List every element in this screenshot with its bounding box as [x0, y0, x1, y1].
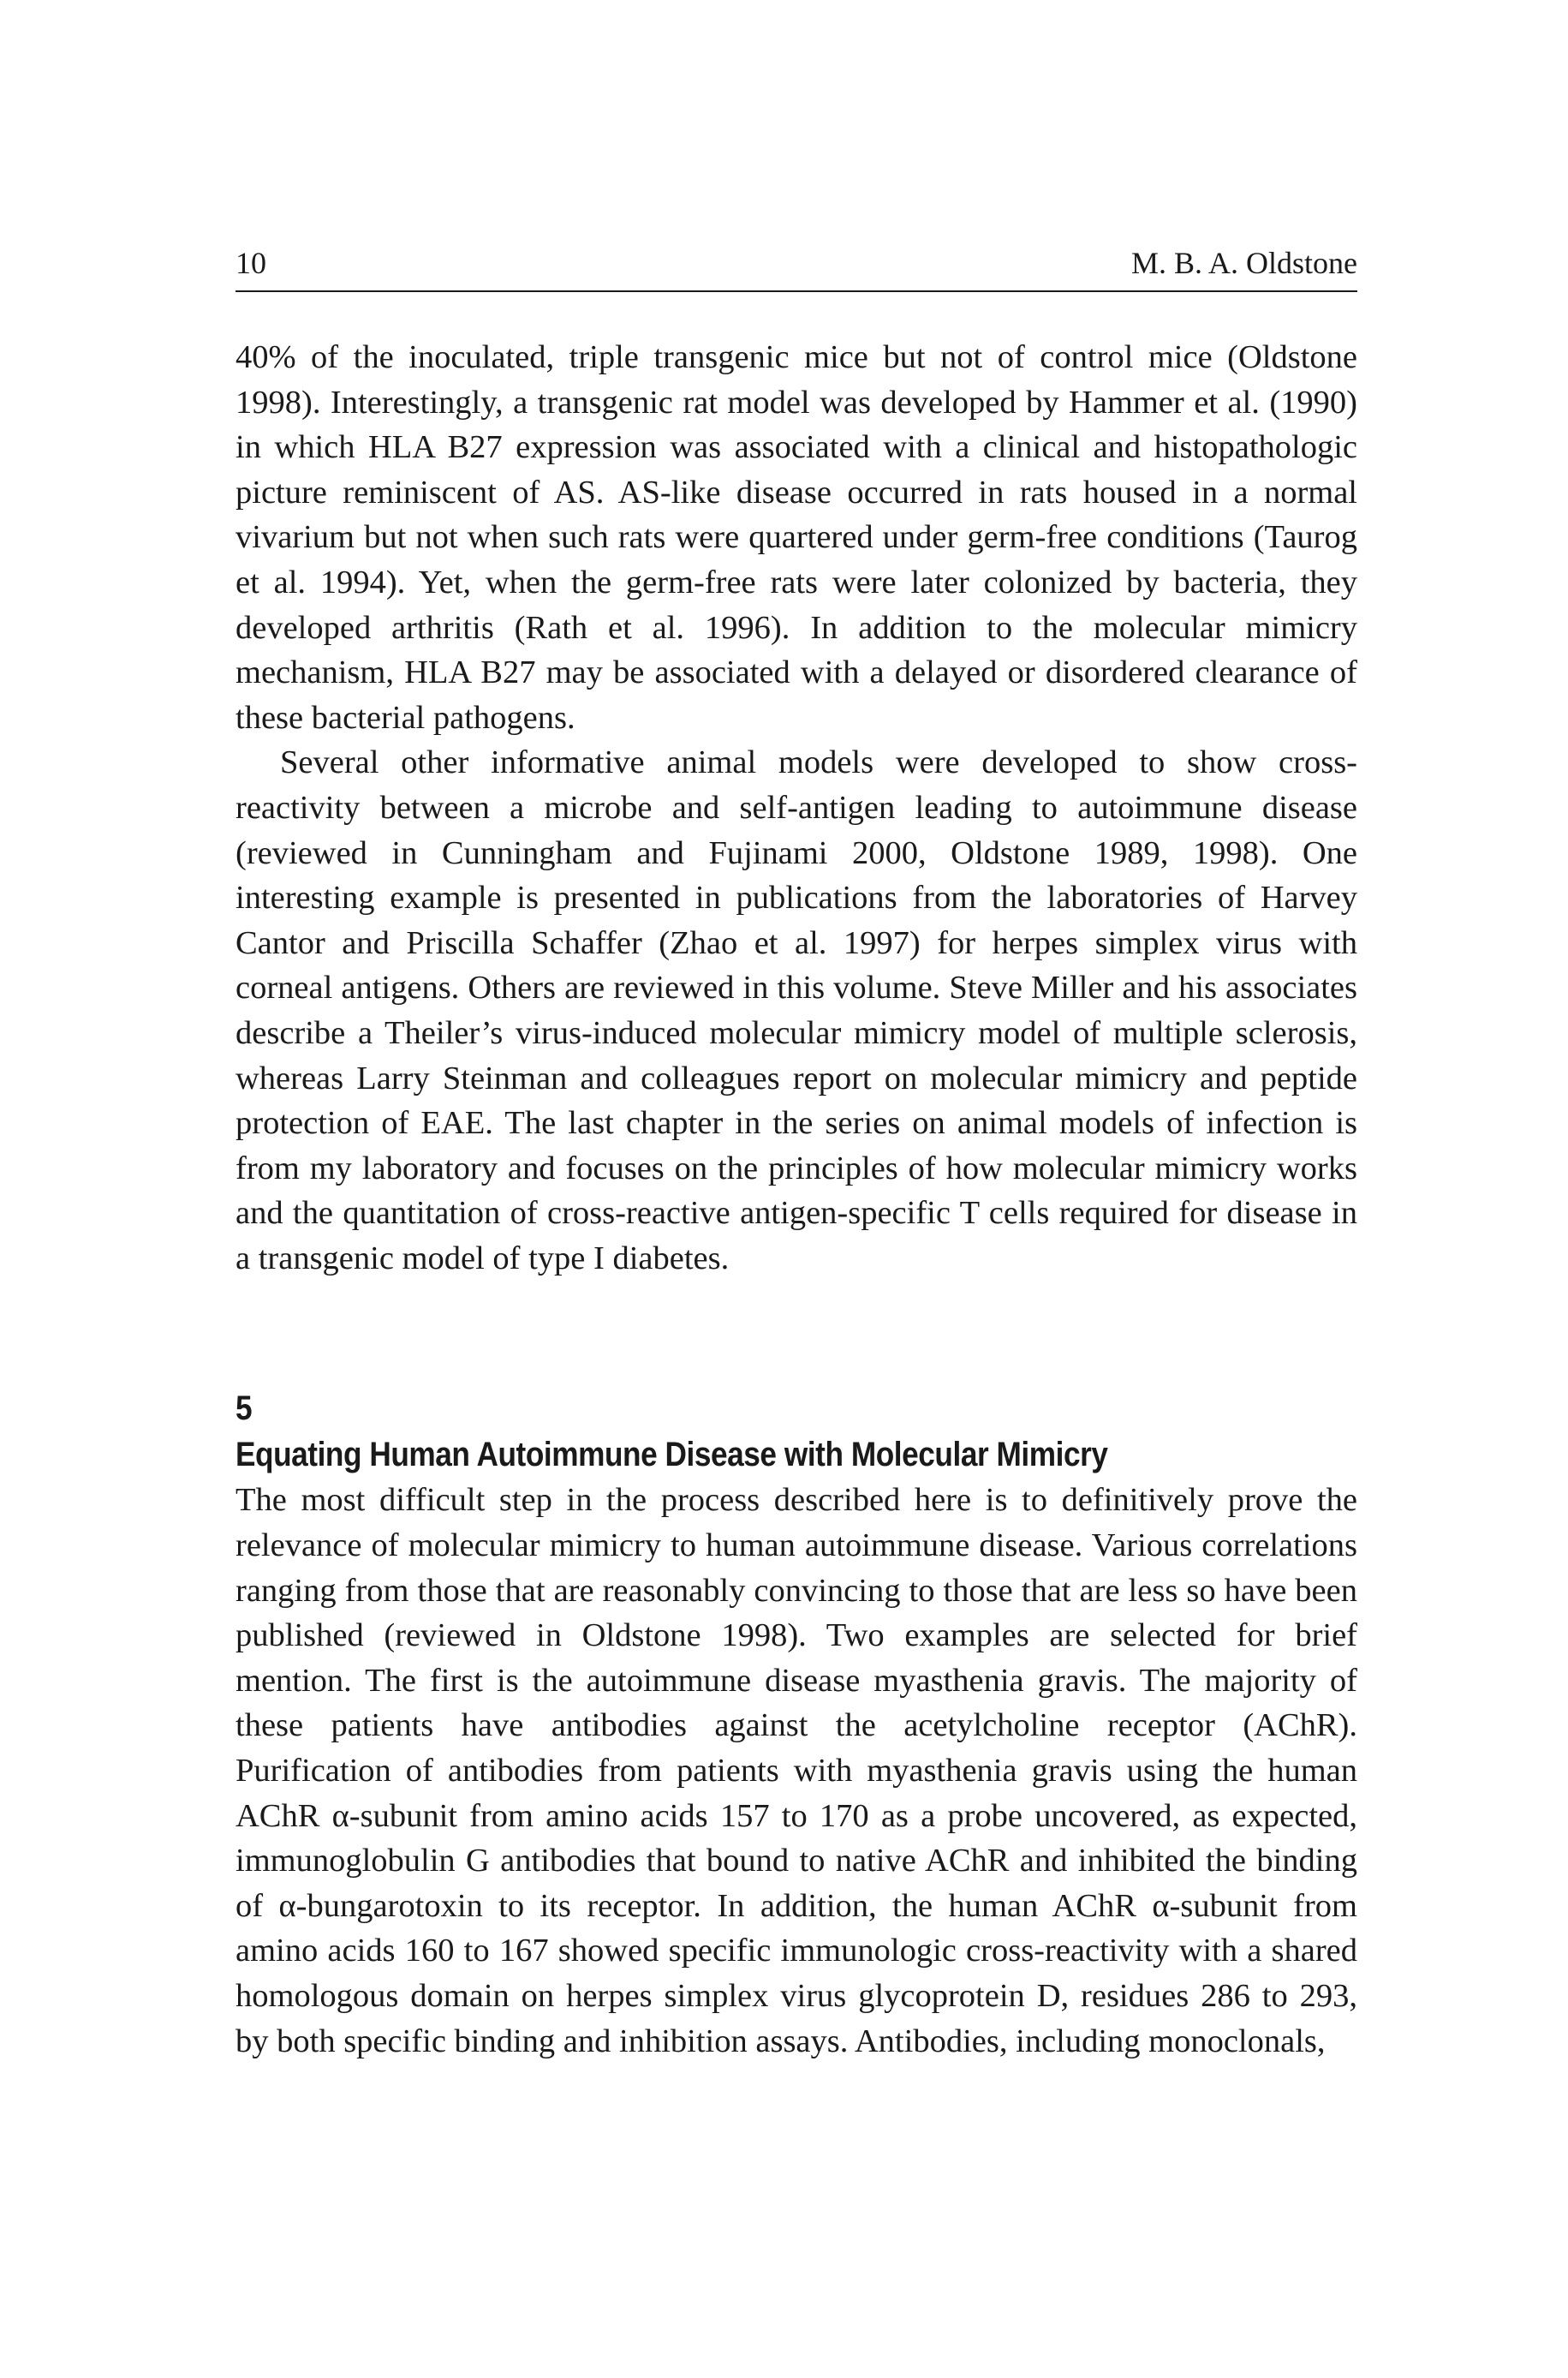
running-title: M. B. A. Oldstone	[1130, 246, 1357, 280]
body-text	[235, 335, 1357, 2064]
section-paragraph: The most difficult step in the process described here is to definitively prove the relevance of molecular mimicry to human autoimmune disease. Various correlations ranging from those that are reasonably convincing to those that are less so have been published (reviewed in Oldstone 1998). Two examples are selected for brief mention. The first is the autoimmune disease myasthenia gravis. The majority of these patients have antibodies against the acetylcholine receptor (AChR). Purification of antibodies from patients with myasthenia gravis using the human AChR α-subunit from amino acids 157 to 170 as a probe uncovered, as expected, immunoglobulin G antibodies that bound to native AChR and inhibited the binding of α-bungarotoxin to its receptor. In addition, the human AChR α-subunit from amino acids 160 to 167 showed specific immunologic cross-reactivity with a shared homologous domain on herpes simplex virus glycoprotein D, residues 286 to 293, by both specific binding and inhibition assays. Antibodies, including monoclonals,	[235, 1482, 1357, 2059]
section-title: Equating Human Autoimmune Disease with Molecular Mimicry	[235, 1436, 1108, 1474]
paragraph-2: Several other informative animal models were developed to show cross-reactivity between a microbe and self-antigen leading to autoimmune disease (reviewed in Cunningham and Fujinami 2000, Oldstone 1989, 1998). One interesting example is presented in publications from the laboratories of Harvey Cantor and Priscilla Schaffer (Zhao et al. 1997) for herpes simplex virus with corneal antigens. Others are reviewed in this volume. Steve Miller and his associates describe a Theiler’s virus-induced molecular mimicry model of multiple sclerosis, whereas Larry Steinman and colleagues report on molecular mimicry and peptide protection of EAE. The last chapter in the series on animal models of infection is from my laboratory and focuses on the principles of how molecular mimicry works and the quantitation of cross-reactive antigen-specific T cells required for disease in a transgenic model of type I diabetes.	[235, 744, 1357, 1276]
paragraph-1: 40% of the inoculated, triple transgenic mice but not of control mice (Oldstone 1998). Interestingly, a transgenic rat model was developed by Hammer et al. (1990) in which HLA B27 expression was associated with a clinical and histopathologic picture reminiscent of AS. AS-like disease occurred in rats housed in a normal vivarium but not when such rats were quartered under germ-free conditions (Taurog et al. 1994). Yet, when the germ-free rats were later colonized by bacteria, they developed arthritis (Rath et al. 1996). In addition to the molecular mimicry mechanism, HLA B27 may be associated with a delayed or disordered clearance of these bacterial pathogens.	[235, 339, 1357, 736]
page-number: 10	[235, 246, 266, 280]
page	[235, 244, 1357, 2064]
section-heading	[235, 1385, 1223, 1478]
running-head	[235, 244, 1357, 292]
section-number: 5	[235, 1389, 253, 1428]
